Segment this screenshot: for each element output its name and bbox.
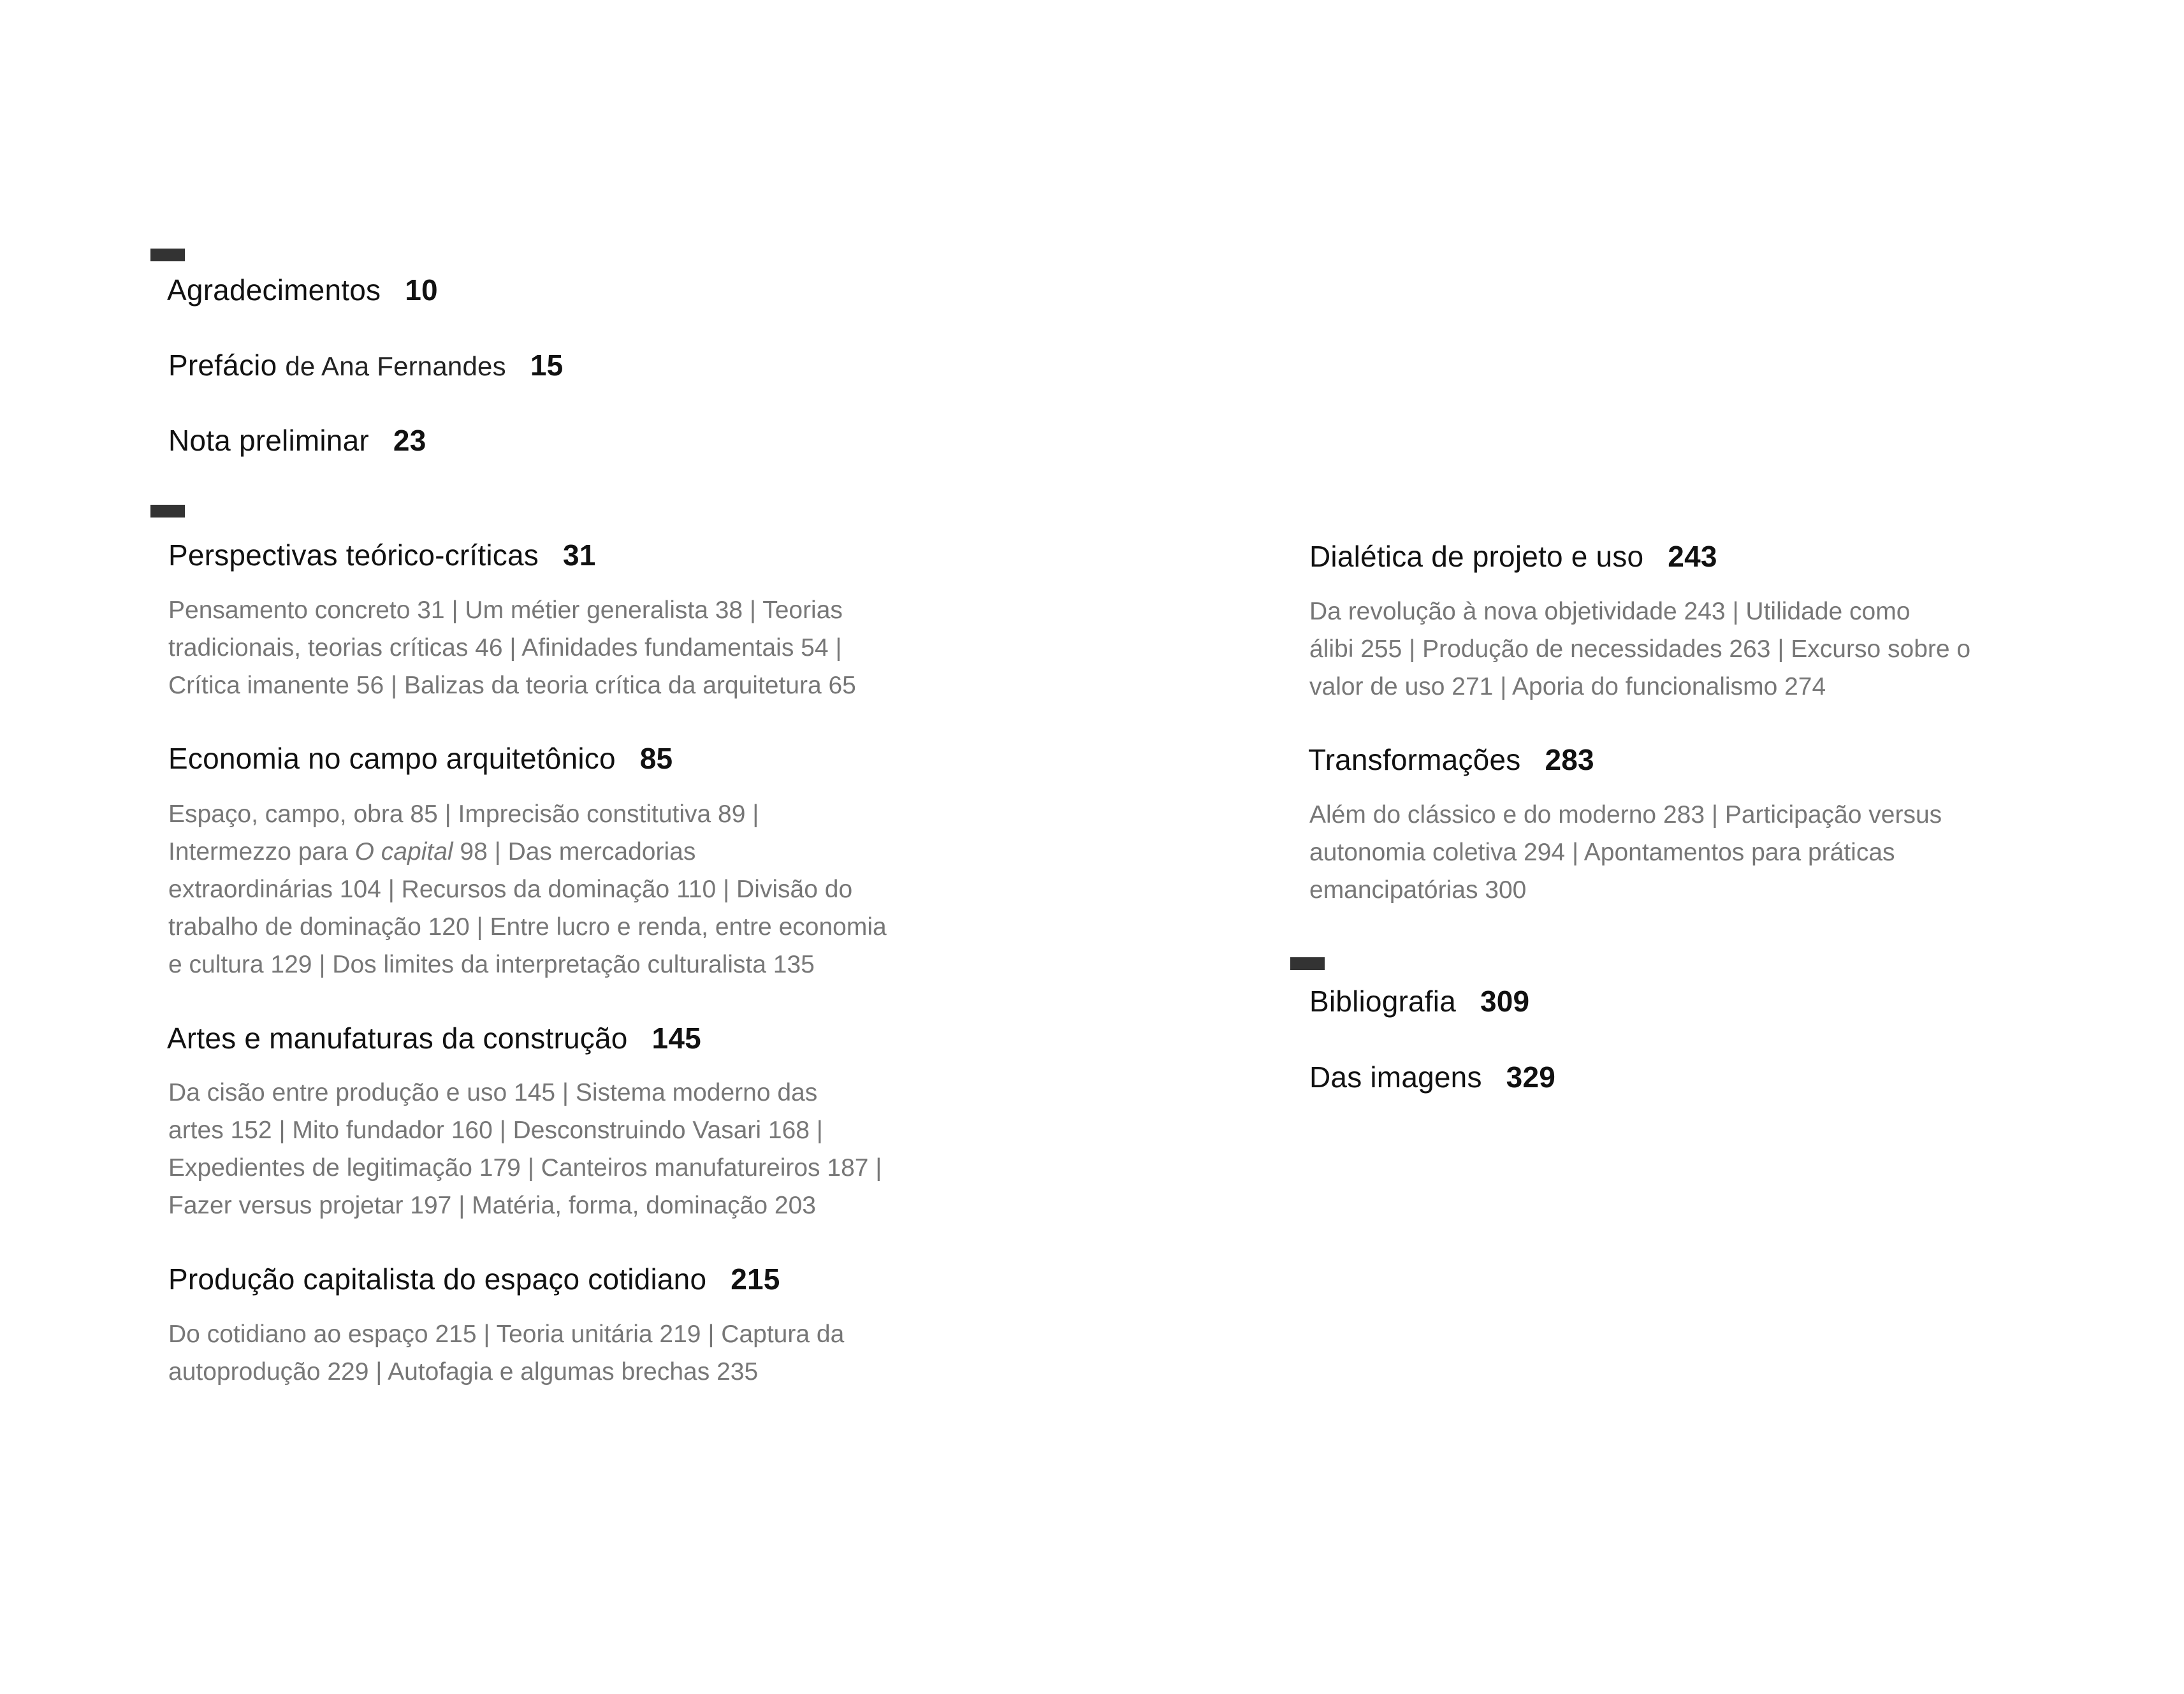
chapter-title-producao[interactable] [168, 1262, 780, 1296]
entry-title: Produção capitalista do espaço cotidiano [168, 1263, 707, 1296]
section-line: Da revolução à nova objetividade 243 | Utilidade como [1309, 598, 1911, 625]
chapter-title-perspectivas[interactable] [168, 538, 596, 572]
page-number: 309 [1480, 985, 1530, 1018]
chapter-title-dialetica[interactable] [1309, 539, 1717, 574]
chapter-sections-dialetica [1309, 593, 1970, 706]
page-number: 23 [393, 424, 426, 457]
book-title: O capital [354, 838, 453, 865]
section-line: autonomia coletiva 294 | Apontamentos para práticas [1309, 839, 1895, 866]
page-number: 15 [530, 349, 564, 382]
section-text: 98 | Das mercadorias [453, 838, 696, 865]
section-line: Espaço, campo, obra 85 | Imprecisão constitutiva 89 | [168, 800, 759, 828]
section-line: artes 152 | Mito fundador 160 | Desconstruindo Vasari 168 | [168, 1117, 823, 1144]
chapter-sections-artes [168, 1074, 882, 1224]
page-number: 10 [405, 273, 438, 307]
toc-entry-agradecimentos[interactable] [167, 273, 438, 307]
section-marker-back [1290, 957, 1325, 970]
section-line: autoprodução 229 | Autofagia e algumas brechas 235 [168, 1358, 759, 1386]
page-number: 145 [652, 1022, 701, 1055]
chapter-sections-perspectivas [168, 591, 856, 704]
page-number: 283 [1545, 743, 1594, 776]
page-number: 85 [639, 742, 673, 775]
entry-title: Perspectivas teórico-críticas [168, 539, 539, 572]
entry-subtitle: de Ana Fernandes [285, 351, 506, 381]
entry-title: Nota preliminar [168, 424, 369, 457]
section-line: Expedientes de legitimação 179 | Canteiros manufatureiros 187 | [168, 1154, 882, 1182]
chapter-sections-economia [168, 795, 887, 983]
page-number: 215 [731, 1263, 780, 1296]
section-line: tradicionais, teorias críticas 46 | Afinidades fundamentais 54 | [168, 634, 842, 662]
entry-title: Das imagens [1309, 1061, 1482, 1094]
entry-title: Transformações [1308, 743, 1521, 776]
section-marker-chapters [150, 505, 185, 518]
chapter-title-transformacoes[interactable] [1308, 742, 1594, 777]
section-line: Fazer versus projetar 197 | Matéria, forma, dominação 203 [168, 1192, 816, 1219]
entry-title: Artes e manufaturas da construção [167, 1022, 628, 1055]
entry-title: Dialética de projeto e uso [1309, 540, 1644, 573]
entry-title: Bibliografia [1309, 985, 1456, 1018]
section-line: Crítica imanente 56 | Balizas da teoria crítica da arquitetura 65 [168, 672, 856, 699]
section-line: extraordinárias 104 | Recursos da dominação 110 | Divisão do [168, 876, 853, 903]
chapter-sections-transformacoes [1309, 796, 1942, 909]
section-line: Pensamento concreto 31 | Um métier generalista 38 | Teorias [168, 597, 843, 624]
section-line: trabalho de dominação 120 | Entre lucro e renda, entre economia [168, 913, 887, 941]
chapter-title-artes[interactable] [167, 1021, 701, 1055]
entry-title: Agradecimentos [167, 273, 381, 307]
section-line [168, 833, 887, 871]
page-number: 243 [1668, 540, 1717, 573]
page-number: 329 [1506, 1061, 1556, 1094]
section-line: e cultura 129 | Dos limites da interpretação culturalista 135 [168, 951, 815, 978]
section-line: emancipatórias 300 [1309, 876, 1527, 904]
section-line: Da cisão entre produção e uso 145 | Sistema moderno das [168, 1079, 818, 1106]
section-text: Intermezzo para [168, 838, 355, 865]
toc-entry-nota-preliminar[interactable] [168, 423, 426, 458]
toc-entry-das-imagens[interactable] [1309, 1060, 1555, 1094]
section-line: Além do clássico e do moderno 283 | Participação versus [1309, 801, 1942, 829]
section-line: Do cotidiano ao espaço 215 | Teoria unitária 219 | Captura da [168, 1321, 845, 1348]
chapter-sections-producao [168, 1315, 844, 1391]
chapter-title-economia[interactable] [168, 741, 673, 776]
section-marker-front [150, 249, 185, 261]
toc-entry-bibliografia[interactable] [1309, 984, 1529, 1018]
entry-title: Economia no campo arquitetônico [168, 742, 616, 775]
page-number: 31 [562, 539, 596, 572]
section-line: álibi 255 | Produção de necessidades 263 | Excurso sobre o [1309, 635, 1971, 663]
entry-title: Prefácio [168, 349, 277, 382]
section-line: valor de uso 271 | Aporia do funcionalismo 274 [1309, 673, 1826, 700]
toc-entry-prefacio[interactable] [168, 348, 563, 382]
